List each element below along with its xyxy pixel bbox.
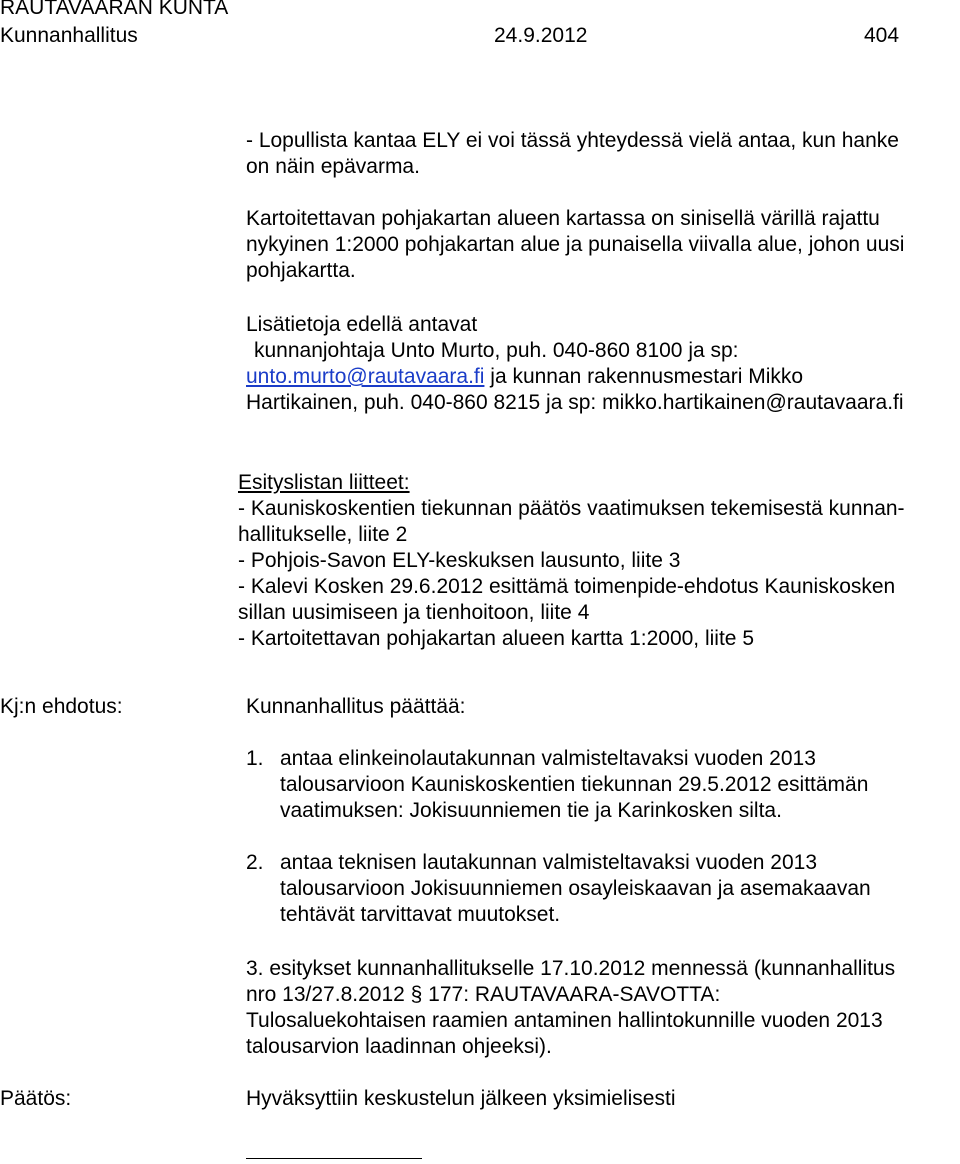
proposal-item-number: 1. xyxy=(246,747,264,770)
proposal-item-3-line: nro 13/27.8.2012 § 177: RAUTAVAARA-SAVOTTA: xyxy=(246,983,721,1006)
decision-label: Päätös: xyxy=(0,1087,72,1110)
contact-line xyxy=(246,364,803,390)
page-number: 404 xyxy=(864,24,900,47)
proposal-item-3-line: 3. esitykset kunnanhallitukselle 17.10.2012 mennessä (kunnanhallitus xyxy=(246,957,896,980)
attachments-heading: Esityslistan liitteet: xyxy=(238,471,410,494)
attachment-line: - Kartoitettavan pohjakartan alueen kartta 1:2000, liite 5 xyxy=(238,627,754,650)
map-paragraph-line: pohjakartta. xyxy=(246,259,356,282)
proposal-item-number: 2. xyxy=(246,851,264,874)
proposal-label: Kj:n ehdotus: xyxy=(0,695,123,718)
contact-line: kunnanjohtaja Unto Murto, puh. 040-860 8100 ja sp: xyxy=(254,339,739,362)
proposal-item-line: antaa elinkeinolautakunnan valmisteltavaksi vuoden 2013 xyxy=(280,747,816,770)
organization-name: RAUTAVAARAN KUNTA xyxy=(0,0,229,19)
attachment-line: hallitukselle, liite 2 xyxy=(238,523,408,546)
contact-line: Lisätietoja edellä antavat xyxy=(246,313,478,336)
map-paragraph-line: nykyinen 1:2000 pohjakartan alue ja punaisella viivalla alue, johon uusi xyxy=(246,233,905,256)
proposal-intro: Kunnanhallitus päättää: xyxy=(246,695,466,718)
proposal-item-line: antaa teknisen lautakunnan valmisteltavaksi vuoden 2013 xyxy=(280,851,818,874)
decision-text: Hyväksyttiin keskustelun jälkeen yksimielisesti xyxy=(246,1087,676,1110)
attachment-line: - Pohjois-Savon ELY-keskuksen lausunto, liite 3 xyxy=(238,549,681,572)
attachment-line: sillan uusimiseen ja tienhoitoon, liite 4 xyxy=(238,601,590,624)
proposal-item-line: talousarvioon Jokisuunniemen osayleiskaavan ja asemakaavan xyxy=(280,877,871,900)
attachment-line: - Kauniskoskentien tiekunnan päätös vaatimuksen tekemisestä kunnan- xyxy=(238,497,905,520)
proposal-item-3-line: talousarvion laadinnan ohjeeksi). xyxy=(246,1035,552,1058)
proposal-item-line: talousarvioon Kauniskoskentien tiekunnan 29.5.2012 esittämän xyxy=(280,773,869,796)
meeting-date: 24.9.2012 xyxy=(494,24,588,47)
meeting-body: Kunnanhallitus xyxy=(0,24,138,47)
map-paragraph-line: Kartoitettavan pohjakartan alueen kartassa on sinisellä värillä rajattu xyxy=(246,207,880,230)
proposal-item-line: tehtävät tarvittavat muutokset. xyxy=(280,903,561,926)
attachment-line: - Kalevi Kosken 29.6.2012 esittämä toimenpide-ehdotus Kauniskosken xyxy=(238,575,896,598)
closing-rule xyxy=(246,1158,422,1159)
contact-line-rest: ja kunnan rakennusmestari Mikko xyxy=(484,365,804,388)
proposal-item-line: vaatimuksen: Jokisuunniemen tie ja Karinkosken silta. xyxy=(280,799,782,822)
ely-paragraph-line: on näin epävarma. xyxy=(246,155,420,178)
email-link-unto-murto[interactable]: unto.murto@rautavaara.fi xyxy=(246,365,485,388)
contact-line: Hartikainen, puh. 040-860 8215 ja sp: mikko.hartikainen@rautavaara.fi xyxy=(246,391,904,414)
proposal-item-3-line: Tulosaluekohtaisen raamien antaminen hallintokunnille vuoden 2013 xyxy=(246,1009,883,1032)
ely-paragraph-line: - Lopullista kantaa ELY ei voi tässä yhteydessä vielä antaa, kun hanke xyxy=(246,129,899,152)
